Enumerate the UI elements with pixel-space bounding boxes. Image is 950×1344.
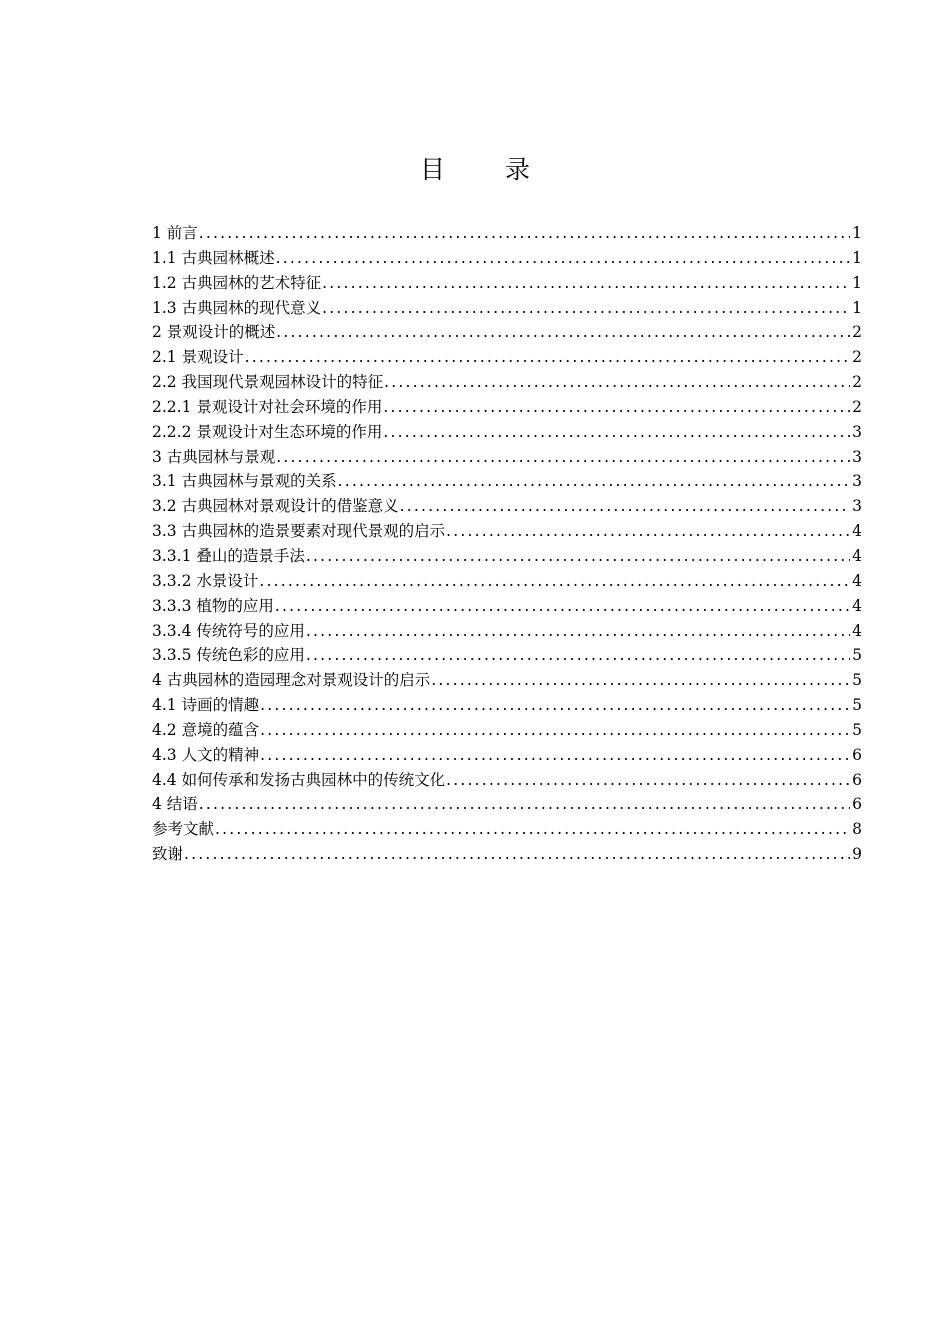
toc-entry-label: 2.2.2 景观设计对生态环境的作用 bbox=[152, 422, 383, 441]
dot-leader bbox=[306, 643, 850, 668]
dot-leader bbox=[215, 817, 850, 842]
toc-entry-page-number: 2 bbox=[852, 397, 862, 416]
toc-entry-page-number: 4 bbox=[852, 596, 862, 615]
toc-entry[interactable] bbox=[152, 569, 862, 594]
toc-entry-page-number: 4 bbox=[852, 571, 862, 590]
toc-entry-label: 1 前言 bbox=[152, 224, 198, 242]
toc-entry[interactable] bbox=[152, 792, 862, 817]
toc-entry-label: 4 结语 bbox=[152, 795, 198, 814]
toc-entry[interactable] bbox=[152, 718, 862, 743]
toc-entry-page-number: 2 bbox=[852, 323, 862, 342]
toc-entry-label: 1.2 古典园林的艺术特征 bbox=[152, 273, 322, 292]
toc-entry-page-number: 6 bbox=[852, 795, 862, 814]
toc-entry[interactable] bbox=[152, 370, 862, 395]
toc-entry-label: 2.2 我国现代景观园林设计的特征 bbox=[152, 373, 384, 392]
toc-entry[interactable] bbox=[152, 668, 862, 693]
toc-entry-label: 2.1 景观设计 bbox=[152, 348, 244, 367]
toc-entry-page-number: 9 bbox=[852, 845, 862, 864]
toc-entry-label: 3.3.3 植物的应用 bbox=[152, 596, 274, 615]
toc-title: 目 录 bbox=[420, 155, 556, 184]
toc-entry[interactable] bbox=[152, 320, 862, 345]
toc-entry-page-number: 2 bbox=[852, 348, 862, 367]
toc-entry-page-number: 3 bbox=[852, 422, 862, 441]
toc-entry[interactable] bbox=[152, 743, 862, 768]
dot-leader bbox=[260, 718, 850, 743]
dot-leader bbox=[199, 792, 850, 817]
toc-entry-page-number: 3 bbox=[852, 497, 862, 516]
toc-entry[interactable] bbox=[152, 494, 862, 519]
dot-leader bbox=[275, 594, 850, 619]
toc-entry-page-number: 4 bbox=[852, 546, 862, 565]
toc-entry-label: 1.3 古典园林的现代意义 bbox=[152, 298, 322, 317]
toc-entry[interactable] bbox=[152, 768, 862, 793]
toc-entry-page-number: 5 bbox=[852, 696, 862, 715]
toc-entry-page-number: 5 bbox=[852, 671, 862, 690]
toc-entry-label: 3.3 古典园林的造景要素对现代景观的启示 bbox=[152, 522, 446, 541]
toc-entry-label: 致谢 bbox=[152, 845, 184, 864]
toc-entry[interactable] bbox=[152, 519, 862, 544]
dot-leader bbox=[431, 668, 850, 693]
toc-entry-page-number: 8 bbox=[852, 820, 862, 839]
dot-leader bbox=[446, 519, 850, 544]
toc-entry[interactable] bbox=[152, 445, 862, 470]
toc-entry[interactable] bbox=[152, 693, 862, 718]
toc-entry-page-number: 3 bbox=[852, 447, 862, 466]
toc-entry-label: 2.2.1 景观设计对社会环境的作用 bbox=[152, 397, 383, 416]
dot-leader bbox=[276, 246, 851, 271]
toc-entry-page-number: 1 bbox=[852, 298, 862, 317]
dot-leader bbox=[260, 743, 850, 768]
dot-leader bbox=[383, 420, 850, 445]
toc-entry[interactable] bbox=[152, 544, 862, 569]
toc-entry[interactable] bbox=[152, 817, 862, 842]
dot-leader bbox=[322, 271, 850, 296]
dot-leader bbox=[259, 569, 850, 594]
toc-entry[interactable] bbox=[152, 345, 862, 370]
toc-entry[interactable] bbox=[152, 271, 862, 296]
table-of-contents bbox=[152, 221, 862, 867]
toc-entry-page-number: 1 bbox=[852, 248, 862, 267]
dot-leader bbox=[245, 345, 851, 370]
toc-entry[interactable] bbox=[152, 420, 862, 445]
toc-entry-page-number: 4 bbox=[852, 621, 862, 640]
toc-entry[interactable] bbox=[152, 469, 862, 494]
toc-entry-label: 4.3 人文的精神 bbox=[152, 745, 260, 764]
toc-entry-label: 2 景观设计的概述 bbox=[152, 323, 276, 342]
dot-leader bbox=[400, 494, 851, 519]
toc-entry-page-number: 5 bbox=[852, 720, 862, 739]
toc-entry-page-number: 2 bbox=[852, 373, 862, 392]
dot-leader bbox=[306, 544, 850, 569]
toc-entry[interactable] bbox=[152, 246, 862, 271]
toc-entry[interactable] bbox=[152, 296, 862, 321]
toc-entry-label: 4.1 诗画的情趣 bbox=[152, 696, 260, 715]
dot-leader bbox=[338, 469, 851, 494]
dot-leader bbox=[322, 296, 850, 321]
toc-entry[interactable] bbox=[152, 395, 862, 420]
toc-entry-label: 参考文献 bbox=[152, 820, 215, 839]
toc-entry-page-number: 4 bbox=[852, 522, 862, 541]
toc-entry[interactable] bbox=[152, 594, 862, 619]
toc-entry-page-number: 5 bbox=[852, 646, 862, 665]
toc-entry-page-number: 3 bbox=[852, 472, 862, 491]
dot-leader bbox=[384, 370, 850, 395]
toc-entry[interactable] bbox=[152, 643, 862, 668]
toc-entry-page-number: 6 bbox=[852, 745, 862, 764]
toc-entry-label: 4 古典园林的造园理念对景观设计的启示 bbox=[152, 671, 431, 690]
toc-entry[interactable] bbox=[152, 619, 862, 644]
toc-entry-label: 3.3.2 水景设计 bbox=[152, 571, 259, 590]
toc-entry-label: 4.2 意境的蕴含 bbox=[152, 720, 260, 739]
dot-leader bbox=[260, 693, 850, 718]
dot-leader bbox=[276, 445, 850, 470]
toc-entry-page-number: 6 bbox=[852, 770, 862, 789]
toc-entry-label: 3.2 古典园林对景观设计的借鉴意义 bbox=[152, 497, 399, 516]
toc-entry-label: 4.4 如何传承和发扬古典园林中的传统文化 bbox=[152, 770, 446, 789]
dot-leader bbox=[446, 768, 850, 793]
toc-entry-page-number: 1 bbox=[852, 273, 862, 292]
dot-leader bbox=[383, 395, 850, 420]
toc-entry-label: 3.3.1 叠山的造景手法 bbox=[152, 546, 305, 565]
toc-entry-label: 3.1 古典园林与景观的关系 bbox=[152, 472, 337, 491]
dot-leader bbox=[306, 619, 850, 644]
toc-entry[interactable] bbox=[152, 842, 862, 867]
dot-leader bbox=[276, 320, 850, 345]
toc-entry-label: 3.3.5 传统色彩的应用 bbox=[152, 646, 305, 665]
toc-entry-label: 1.1 古典园林概述 bbox=[152, 248, 275, 267]
dot-leader bbox=[184, 842, 850, 867]
toc-entry-label: 3 古典园林与景观 bbox=[152, 447, 276, 466]
dot-leader bbox=[199, 221, 850, 246]
toc-entry[interactable] bbox=[152, 221, 862, 246]
toc-entry-label: 3.3.4 传统符号的应用 bbox=[152, 621, 305, 640]
toc-entry-page-number: 1 bbox=[852, 224, 862, 242]
